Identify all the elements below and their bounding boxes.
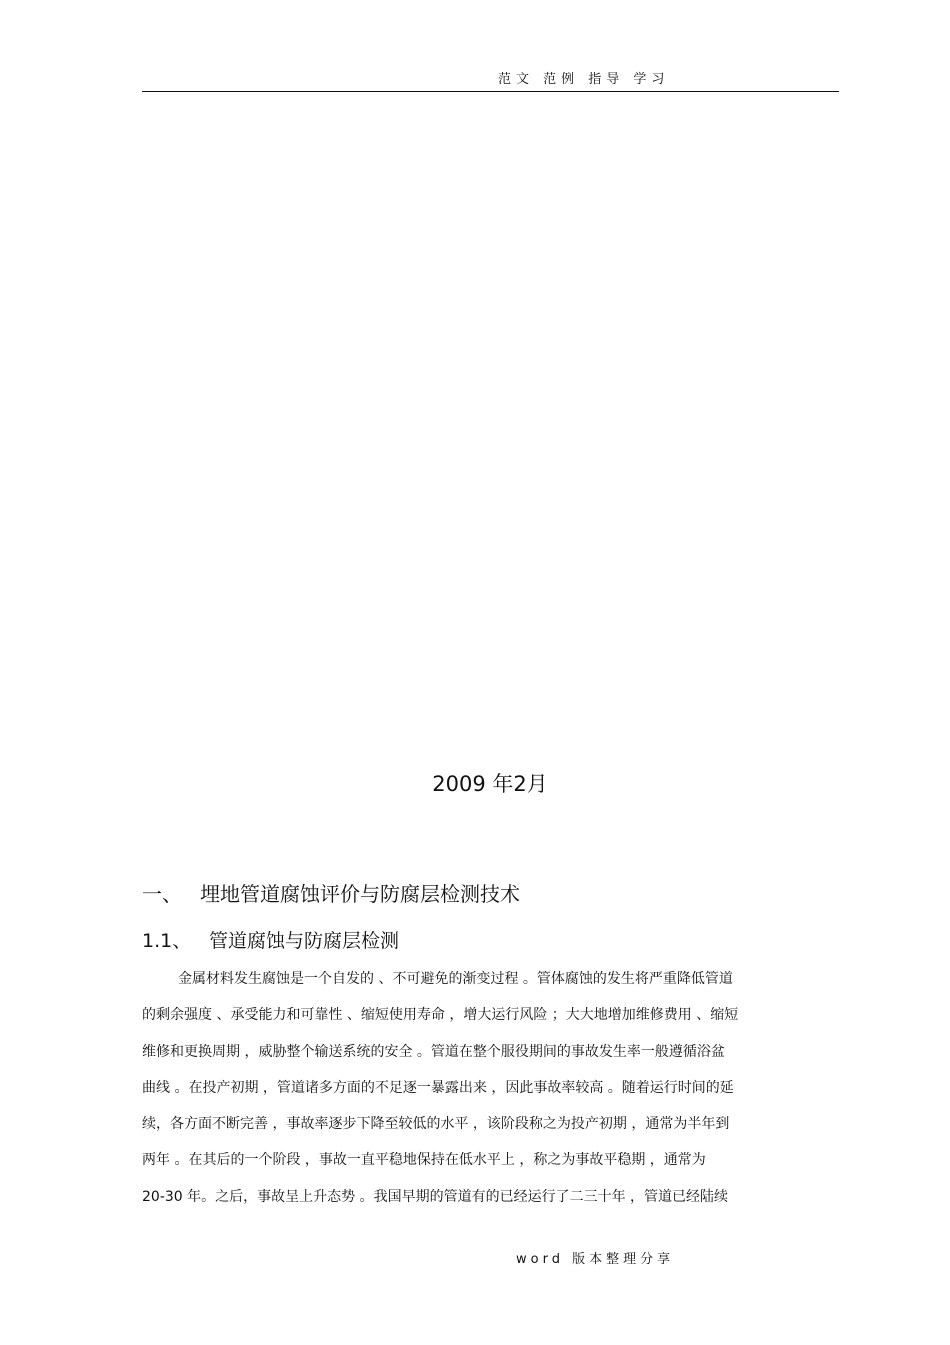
section-heading <box>142 878 520 907</box>
page-footer: word 版本整理分享 <box>516 1252 675 1267</box>
paragraph-line: 的剩余强度 、承受能力和可靠性 、缩短使用寿命 ，增大运行风险 ；大大地增加维修费用 、缩短 <box>142 1007 739 1023</box>
subsection-heading <box>142 926 399 953</box>
section-title: 埋地管道腐蚀评价与防腐层检测技术 <box>200 882 520 906</box>
paragraph-line: 续，各方面不断完善 ，事故率逐步下降至较低的水平 ，该阶段称之为投产初期 ，通常为半年到 <box>142 1116 730 1132</box>
header-text: 范文 范例 指导 学习 <box>498 72 670 87</box>
header-divider <box>142 91 839 92</box>
paragraph-line: 曲线 。在投产初期 ，管道诸多方面的不足逐一暴露出来 ，因此事故率较高 。随着运行时间的延 <box>142 1080 734 1096</box>
paragraph-line: 维修和更换周期 ，威胁整个输送系统的安全 。管道在整个服役期间的事故发生率一般遵循浴盆 <box>142 1044 725 1060</box>
paragraph-line: 两年 。在其后的一个阶段 ，事故一直平稳地保持在低水平上 ，称之为事故平稳期 ，通常为 <box>142 1152 706 1168</box>
paragraph-line: 20-30 年。之后，事故呈上升态势 。我国早期的管道有的已经运行了二三十年 ，管道已经陆续 <box>142 1189 729 1205</box>
section-number: 一、 <box>142 882 182 906</box>
document-date: 2009 年2月 <box>432 772 548 796</box>
subsection-number: 1.1、 <box>142 930 192 952</box>
subsection-title: 管道腐蚀与防腐层检测 <box>209 930 400 952</box>
paragraph-line: 金属材料发生腐蚀是一个自发的 、不可避免的渐变过程 。管体腐蚀的发生将严重降低管道 <box>178 971 733 987</box>
